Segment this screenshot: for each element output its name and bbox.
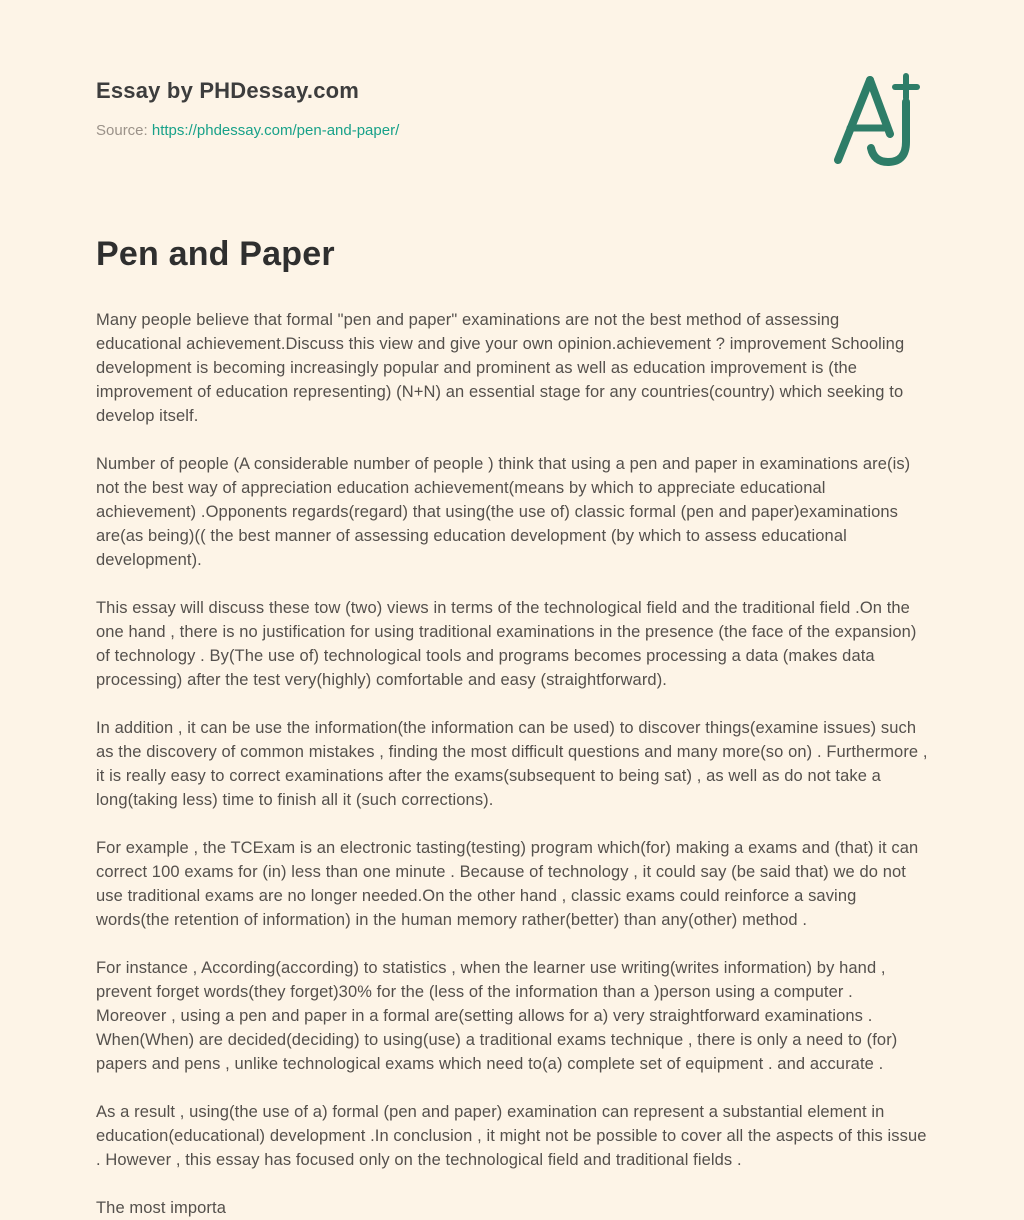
essay-paragraph: For instance , According(according) to statistics , when the learner use writing(writes information) by hand , prevent forget words(they forget)30% for the (less of the information than a )person using a computer . Moreover , using a pen and paper in a formal are(setting allows for a) very straightforward examinations . When(When) are decided(deciding) to using(use) a traditional exams technique , there is only a need to (for) papers and pens , unlike technological exams which need to(a) complete set of equipment . and accurate . [96, 959, 898, 1073]
essay-paragraph: For example , the TCExam is an electronic tasting(testing) program which(for) making a exams and (that) it can correct 100 exams for (in) less than one minute . Because of technology , it could say (be said that) we do not use traditional exams are no longer needed.On the other hand , classic exams could reinforce a saving words(the retention of information) in the human memory rather(better) than any(other) method . [96, 839, 919, 929]
essay-paragraph-truncated: The most importa [96, 1199, 226, 1217]
logo-svg [824, 72, 934, 172]
site-title: Essay by PHDessay.com [96, 78, 360, 103]
source-url-link[interactable]: https://phdessay.com/pen-and-paper/ [151, 122, 400, 139]
essay-paragraph: Number of people (A considerable number of people ) think that using a pen and paper in examinations are(is) not the best way of appreciation education achievement(means by which to appreciate educational achievement) .Opponents regards(regard) that using(the use of) classic formal (pen and paper)examinations are(as being)(( the best manner of assessing education development (by which to assess educational development). [96, 455, 911, 569]
phdessay-logo-icon [824, 72, 934, 172]
essay-paragraph: Many people believe that formal "pen and paper" examinations are not the best method of assessing educational achievement.Discuss this view and give your own opinion.achievement ? improvement Schooling development is becoming increasingly popular and prominent as well as education improvement is (the improvement of education representing) (N+N) an essential stage for any countries(country) which seeking to develop itself. [96, 311, 905, 425]
essay-body [96, 308, 928, 1220]
essay-title: Pen and Paper [96, 235, 335, 273]
source-line [96, 122, 928, 139]
essay-paragraph: As a result , using(the use of a) formal (pen and paper) examination can represent a substantial element in education(educational) development .In conclusion , it might not be possible to cover all the aspects of this issue . However , this essay has focused only on the technological field and traditional fields . [96, 1103, 927, 1169]
essay-paragraph: This essay will discuss these tow (two) views in terms of the technological field and the traditional field .On the one hand , there is no justification for using traditional examinations in the presence (the face of the expansion) of technology . By(The use of) technological tools and programs becomes processing a data (makes data processing) after the test very(highly) comfortable and easy (straightforward). [96, 599, 917, 689]
source-label: Source: [96, 122, 148, 139]
page-header [96, 72, 928, 139]
essay-paragraph: In addition , it can be use the information(the information can be used) to discover things(examine issues) such as the discovery of common mistakes , finding the most difficult questions and many more(so on) . Furthermore , it is really easy to correct examinations after the exams(subsequent to being sat) , as well as do not take a long(taking less) time to finish all it (such corrections). [96, 719, 928, 809]
